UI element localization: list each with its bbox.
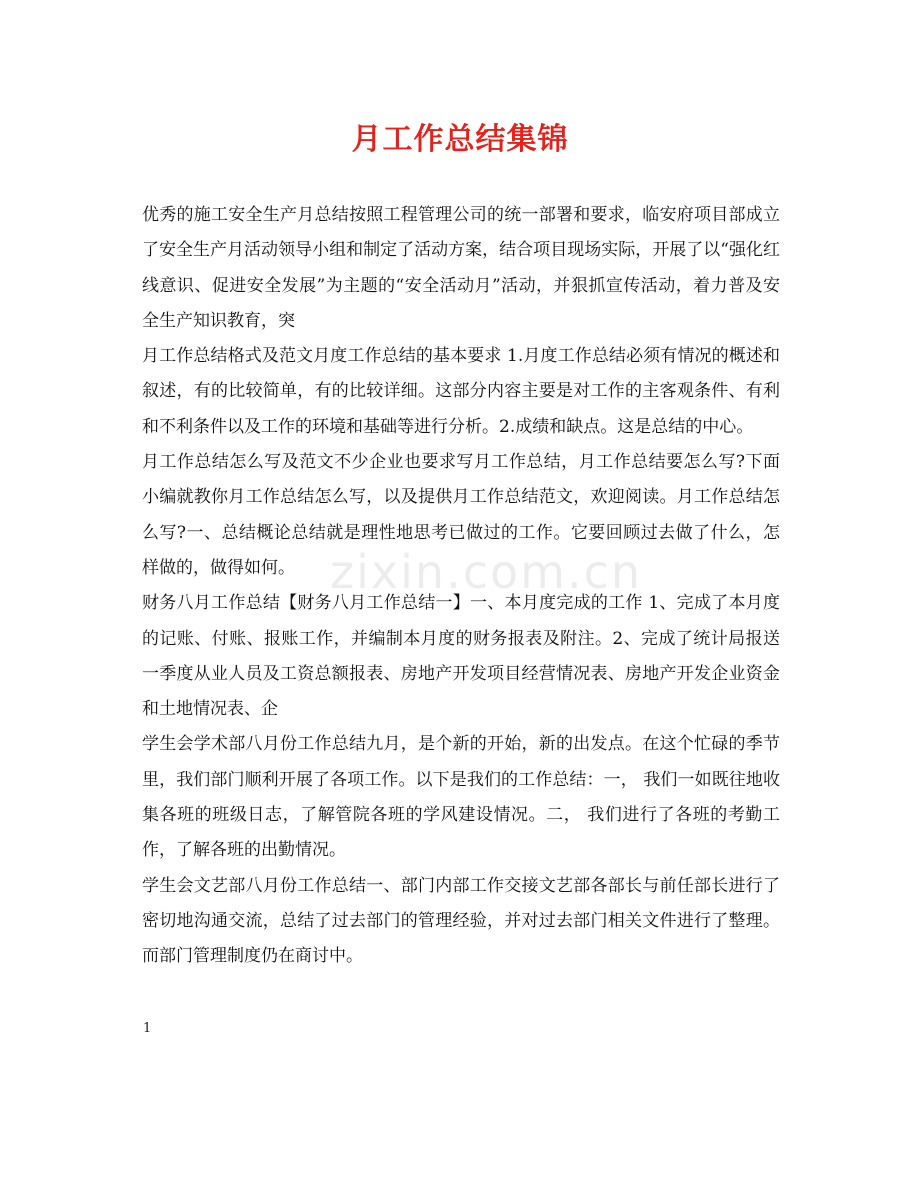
- document-body: [142, 198, 780, 975]
- paragraph-3: 月工作总结怎么写及范文不少企业也要求写月工作总结，月工作总结要怎么写?下面小编就教你月工作总结怎么写，以及提供月工作总结范文，欢迎阅读。月工作总结怎么写?一、总结概论总结就是理性地思考已做过的工作。它要回顾过去做了什么，怎样做的，做得如何。: [142, 452, 780, 578]
- paragraph-2: 月工作总结格式及范文月度工作总结的基本要求 1.月度工作总结必须有情况的概述和叙述，有的比较简单，有的比较详细。这部分内容主要是对工作的主客观条件、有利和不利条件以及工作的环境和基础等进行分析。2.成绩和缺点。这是总结的中心。: [142, 346, 780, 437]
- watermark: zixin.com.cn: [330, 545, 643, 599]
- paragraph-5: 学生会学术部八月份工作总结九月，是个新的开始，新的出发点。在这个忙碌的季节里，我们部门顺利开展了各项工作。以下是我们的工作总结：一， 我们一如既往地收集各班的班级日志，了解管院各班的学风建设情况。二， 我们进行了各班的考勤工作，了解各班的出勤情况。: [142, 734, 780, 861]
- paragraph-4: 财务八月工作总结【财务八月工作总结一】一、本月度完成的工作 1、完成了本月度的记账、付账、报账工作，并编制本月度的财务报表及附注。2、完成了统计局报送一季度从业人员及工资总额报表、房地产开发项目经营情况表、房地产开发企业资金和土地情况表、企: [142, 593, 780, 720]
- page-number: 1: [143, 1021, 152, 1036]
- paragraph-1: 优秀的施工安全生产月总结按照工程管理公司的统一部署和要求，临安府项目部成立了安全生产月活动领导小组和制定了活动方案，结合项目现场实际，开展了以“强化红线意识、促进安全发展”为主题的“安全活动月”活动，并狠抓宣传活动，着力普及安全生产知识教育，突: [142, 205, 780, 331]
- document-title: 月工作总结集锦: [351, 122, 569, 157]
- paragraph-6: 学生会文艺部八月份工作总结一、部门内部工作交接文艺部各部长与前任部长进行了密切地沟通交流，总结了过去部门的管理经验，并对过去部门相关文件进行了整理。而部门管理制度仍在商讨中。: [142, 875, 780, 967]
